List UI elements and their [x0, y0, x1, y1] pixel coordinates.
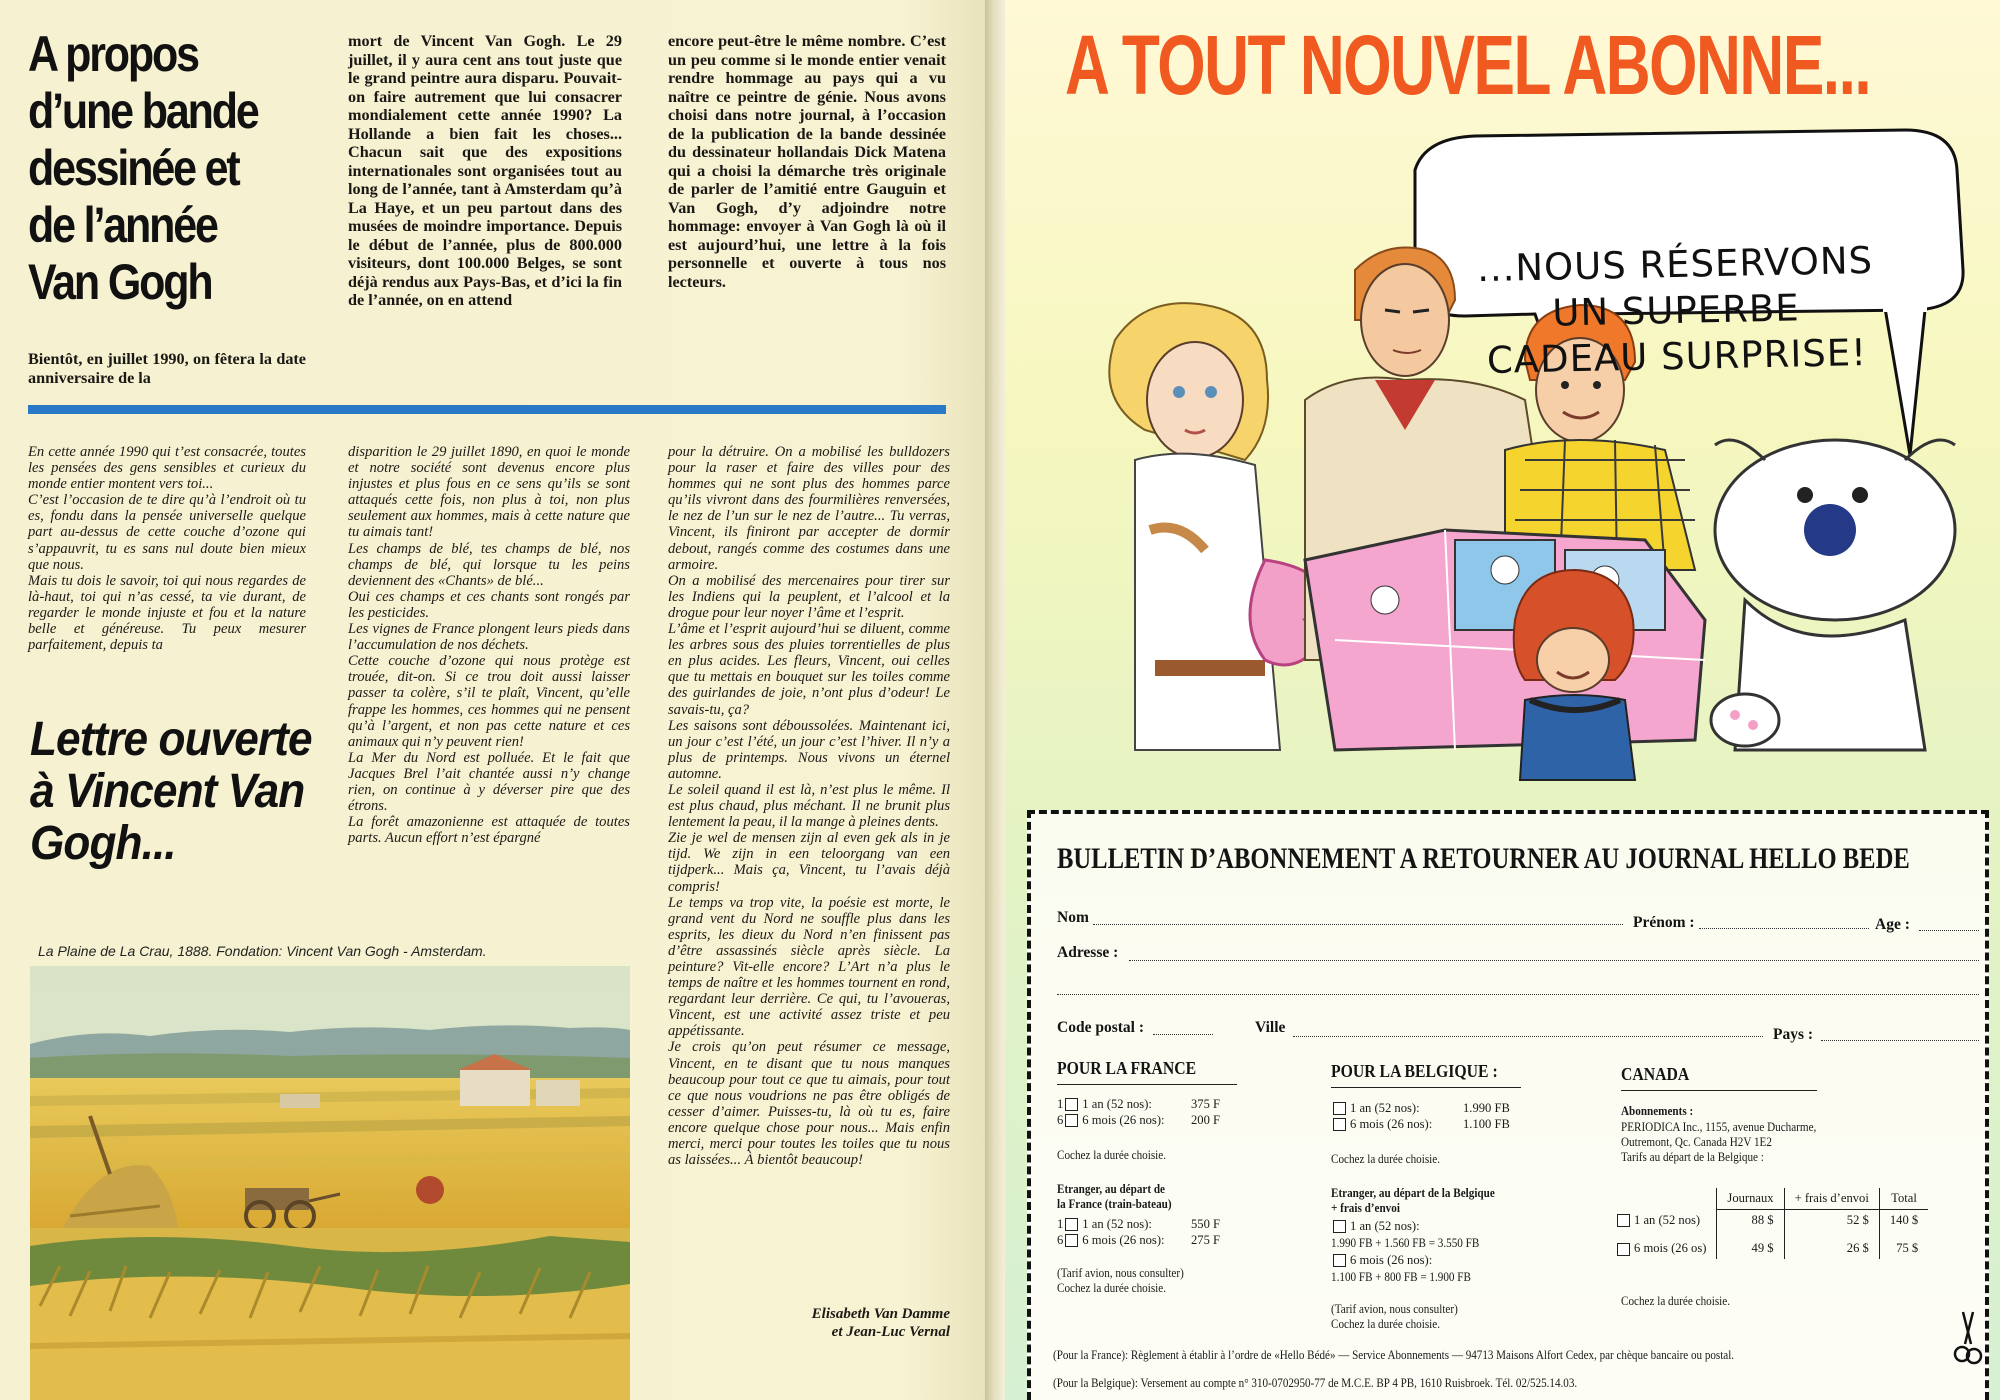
france-choose-duration: Cochez la durée choisie. — [1057, 1148, 1166, 1162]
letter-paragraph: En cette année 1990 qui t’est consacrée, toutes les pensées des gens sensibles et curieux du monde entier montent vers toi... — [28, 444, 306, 493]
scissors-icon — [1953, 1310, 1983, 1370]
intro-column-1: Bientôt, en juillet 1990, on fêtera la date anniversaire de la — [28, 350, 306, 387]
table-cell-journaux: 88 $ — [1717, 1210, 1784, 1232]
france-foreign-option-6-months[interactable] — [1057, 1232, 1165, 1248]
belgique-heading: POUR LA BELGIQUE : — [1331, 1061, 1498, 1081]
intro-column-2: mort de Vincent Van Gogh. Le 29 juillet, il y aura cent ans tout juste que le grand peintre aura disparu. Pouvait-on faire autrement que lui consacrer mondialement cette année 1990? La Hollande a bien fait les choses... Chacun sait que des expositions internationales sont organisées tout au long de l’année, tant à Amsterdam qu’à La Haye, et un peu partout dans des musées de moindre importance. Depuis le début de l’année, plus de 800.000 visiteurs, dont 100.000 Belges, se sont déjà rendus aux Pays-Bas, et d’ici la fin de l’année, on en attend — [348, 32, 622, 309]
code-postal-input[interactable] — [1153, 1034, 1213, 1035]
checkbox-icon[interactable] — [1065, 1098, 1078, 1111]
belgique-foreign-option-1-year[interactable] — [1331, 1218, 1420, 1234]
letter-paragraph: Oui ces champs et ces chants sont rongés par les pesticides. — [348, 588, 630, 621]
checkbox-icon[interactable] — [1617, 1243, 1630, 1256]
france-option-1-price: 375 F — [1191, 1097, 1221, 1111]
checkbox-icon[interactable] — [1333, 1254, 1346, 1267]
letter-paragraph: Zie je wel de mensen zijn al even gek als in je tijd. We zijn in een teloorgang van een tijdperk... Mais ça, Vincent, tu l’avais déjà compris! — [668, 830, 950, 895]
france-foreign-heading-2: la France (train-bateau) — [1057, 1197, 1172, 1211]
article-headline: A propos d’une bande dessinée et de l’année Van Gogh — [28, 26, 258, 310]
france-heading: POUR LA FRANCE — [1057, 1058, 1197, 1078]
belgique-option-6-months[interactable] — [1331, 1116, 1432, 1132]
letter-paragraph: Les saisons sont déboussolées. Maintenant ici, un jour c’est l’été, un jour c’est l’hiver. Il n’y a plus de printemps. Nous vivons un éternel automne. — [668, 717, 950, 782]
france-foreign-option-1-price: 550 F — [1191, 1217, 1221, 1231]
coupon-title: BULLETIN D’ABONNEMENT A RETOURNER AU JOURNAL HELLO BEDE — [1057, 842, 1910, 875]
letter-column-1 — [28, 444, 306, 653]
letter-paragraph: pour la détruire. On a mobilisé les bulldozers pour la raser et faire des villes pour des hommes qui ne sont plus des hommes parce qu’ils vivront dans des fourmilières renversées, le nez de l’un sur le nez de l’autre... Tu verras, Vincent, ils finiront par accepter de dormir debout, rangés comme des costumes dans une armoire. — [668, 444, 950, 573]
belgique-payment-note: (Pour la Belgique): Versement au compte n° 310-0702950-77 de M.C.E. BP 4 PB, 1610 Ruisbroek. Tél. 02/525.14.03. — [1053, 1376, 1578, 1390]
adresse-label: Adresse : — [1057, 944, 1119, 961]
prenom-input[interactable] — [1699, 928, 1869, 929]
left-page — [0, 0, 985, 1400]
letter-paragraph: La Mer du Nord est polluée. Et le fait que Jacques Brel l’ait chantée aussi n’y change rien, on continue à y déverser pire que des étrons. — [348, 749, 630, 815]
france-choose-duration-2: Cochez la durée choisie. — [1057, 1281, 1166, 1295]
comic-illustration — [1005, 100, 2000, 810]
pays-label: Pays : — [1773, 1026, 1814, 1043]
canada-address-line-2: Outremont, Qc. Canada H2V 1E2 — [1621, 1135, 1772, 1149]
adresse-input[interactable] — [1129, 960, 1979, 961]
france-option-1-number: 1 — [1057, 1096, 1064, 1111]
letter-paragraph: Cette couche d’ozone qui nous protège est trouée, dit-on. Si ce trou doit aussi laisser passer ta colère, s’il te plaît, Vincent, qu’elle frappe les hommes, ces hommes qui ne pensent qu’à l’argent, et non pas cette nature et ces animaux qui n’y peuvent rien! — [348, 653, 630, 750]
belgique-foreign-heading-2: + frais d’envoi — [1331, 1201, 1400, 1215]
letter-paragraph: L’âme et l’esprit aujourd’hui se diluent, comme les arbres sous des pluies torrentielles de plus en plus acides. Les fleurs, Vincent, oui celles que tu mettais en bouquet sur les toiles comme des guirlandes de joie, n’ont plus d’odeur! Le savais-tu, ça? — [668, 621, 950, 718]
canada-address-line-3: Tarifs au départ de la Belgique : — [1621, 1150, 1764, 1164]
prenom-label: Prénom : — [1633, 914, 1695, 931]
france-foreign-option-1-year[interactable] — [1057, 1216, 1152, 1232]
signature-line: Elisabeth Van Damme — [811, 1306, 950, 1322]
table-cell-journaux: 49 $ — [1717, 1231, 1784, 1259]
canada-choose-duration: Cochez la durée choisie. — [1621, 1294, 1730, 1308]
france-option-2-number: 6 — [1057, 1112, 1064, 1127]
table-cell-total: 140 $ — [1879, 1210, 1928, 1232]
letter-column-3 — [668, 444, 950, 1168]
letter-paragraph: Je crois qu’on peut résumer ce message, Vincent, en te disant que tu nous manques beaucoup pour tout ce que tu aimais, pour tout ce que nous voudrions ne pas être obligés de cesser d’aimer. Puisses-tu, là où tu es, faire encore quelque chose pour nous... Mais enfin merci, merci pour toutes les toiles que tu nous as laissées... À bientôt beaucoup! — [668, 1039, 950, 1169]
nom-label: Nom — [1057, 909, 1089, 926]
painting-la-plaine-de-la-crau — [30, 966, 630, 1400]
checkbox-icon[interactable] — [1333, 1102, 1346, 1115]
age-input[interactable] — [1919, 930, 1979, 931]
table-row[interactable] — [1605, 1210, 1928, 1232]
speech-bubble-line: UN SUPERBE — [1551, 286, 1801, 335]
painting-caption: La Plaine de La Crau, 1888. Fondation: Vincent Van Gogh - Amsterdam. — [38, 943, 487, 959]
signature-line: et Jean-Luc Vernal — [831, 1324, 950, 1340]
canada-heading: CANADA — [1621, 1064, 1690, 1084]
table-cell-frais: 26 $ — [1784, 1231, 1879, 1259]
checkbox-icon[interactable] — [1065, 1234, 1078, 1247]
speech-bubble-line: CADEAU SURPRISE! — [1486, 331, 1868, 382]
blue-divider-rule — [28, 405, 946, 414]
table-header-total: Total — [1879, 1188, 1928, 1210]
belgique-foreign-option-1-label: 1 an (52 nos): — [1350, 1218, 1420, 1233]
right-page — [1005, 0, 2000, 1400]
ville-input[interactable] — [1293, 1036, 1763, 1037]
belgique-foreign-option-1-calc: 1.990 FB + 1.560 FB = 3.550 FB — [1331, 1236, 1480, 1250]
adresse-input-line-2[interactable] — [1057, 994, 1979, 995]
france-option-1-year[interactable] — [1057, 1096, 1152, 1112]
letter-title: Lettre ouverte à Vincent Van Gogh... — [30, 713, 312, 870]
letter-paragraph: Le soleil quand il est là, n’est plus le même. Il est plus chaud, plus méchant. Il ne brunit plus lentement la peau, il la mange à pleines dents. — [668, 781, 950, 831]
letter-paragraph: disparition le 29 juillet 1890, en quoi le monde et notre société sont devenus encore plus injustes et plus fous en ce sens qu’ils se sont attaqués cette fois, non plus à toi, non plus seulement aux hommes, mais à cette nature que tu aimais tant! — [348, 444, 630, 541]
belgique-option-1-price: 1.990 FB — [1463, 1101, 1510, 1115]
belgique-foreign-heading-1: Etranger, au départ de la Belgique — [1331, 1186, 1495, 1200]
checkbox-icon[interactable] — [1333, 1118, 1346, 1131]
table-row-label[interactable] — [1605, 1231, 1717, 1259]
belgique-foreign-option-6-months[interactable] — [1331, 1252, 1432, 1268]
belgique-foreign-option-2-calc: 1.100 FB + 800 FB = 1.900 FB — [1331, 1270, 1471, 1284]
letter-paragraph: Mais tu dois le savoir, toi qui nous regardes de là-haut, toi qui n’as cessé, ta vie durant, de regarder le monde injuste et fou et la nature belle et généreuse. Tu peux mesurer parfaitement, depuis ta — [28, 572, 306, 654]
letter-paragraph: C’est l’occasion de te dire qu’à l’endroit où tu es, fondu dans la pensée universelle quelque part au-dessus de cette couche d’ozone qui s’appauvrit, tu es sans nul doute bien mieux que nous. — [28, 492, 306, 573]
letter-signature — [668, 1305, 950, 1341]
table-cell-frais: 52 $ — [1784, 1210, 1879, 1232]
france-foreign-option-2-price: 275 F — [1191, 1233, 1221, 1247]
france-foreign-option-2-number: 6 — [1057, 1232, 1064, 1247]
belgique-option-2-price: 1.100 FB — [1463, 1117, 1510, 1131]
france-option-6-months[interactable] — [1057, 1112, 1165, 1128]
checkbox-icon[interactable] — [1065, 1218, 1078, 1231]
france-option-2-price: 200 F — [1191, 1113, 1221, 1127]
ville-label: Ville — [1255, 1019, 1286, 1036]
checkbox-icon[interactable] — [1617, 1214, 1630, 1227]
france-option-2-label: 6 mois (26 nos): — [1082, 1112, 1165, 1127]
belgique-air-rate: (Tarif avion, nous consulter) — [1331, 1302, 1458, 1316]
belgique-option-1-year[interactable] — [1331, 1100, 1420, 1116]
table-header-journaux: Journaux — [1717, 1188, 1784, 1210]
table-header-empty — [1605, 1188, 1717, 1210]
table-header-row — [1605, 1188, 1928, 1210]
belgique-foreign-option-2-label: 6 mois (26 nos): — [1350, 1252, 1433, 1267]
france-payment-note: (Pour la France): Règlement à établir à l’ordre de «Hello Bédé» — Service Abonnements — 94713 Maisons Alfort Cedex, par chèque bancaire ou postal. — [1053, 1348, 1735, 1362]
belgique-choose-duration-2: Cochez la durée choisie. — [1331, 1317, 1440, 1331]
table-cell-total: 75 $ — [1879, 1231, 1928, 1259]
belgique-heading-rule — [1331, 1087, 1521, 1088]
belgique-choose-duration: Cochez la durée choisie. — [1331, 1152, 1440, 1166]
france-foreign-heading-1: Etranger, au départ de — [1057, 1182, 1166, 1196]
checkbox-icon[interactable] — [1333, 1220, 1346, 1233]
belgique-option-1-label: 1 an (52 nos): — [1350, 1100, 1420, 1115]
letter-paragraph: On a mobilisé des mercenaires pour tirer sur les Indiens qui la peuplent, et l’alcool et la drogue pour leur noyer l’âme et l’esprit. — [668, 572, 950, 621]
france-foreign-option-2-label: 6 mois (26 nos): — [1082, 1232, 1165, 1247]
age-label: Age : — [1875, 916, 1910, 933]
canada-address-line-1: PERIODICA Inc., 1155, avenue Ducharme, — [1621, 1120, 1817, 1134]
letter-paragraph: Les champs de blé, tes champs de blé, nos champs de blé, qui lorsque tu les peins deviennent des «Chants» de blé... — [348, 540, 630, 589]
belgique-option-2-label: 6 mois (26 nos): — [1350, 1116, 1433, 1131]
table-header-frais: + frais d’envoi — [1784, 1188, 1879, 1210]
france-foreign-option-1-label: 1 an (52 nos): — [1082, 1216, 1152, 1231]
letter-column-2 — [348, 444, 630, 846]
page-gutter — [985, 0, 1005, 1400]
france-foreign-option-1-number: 1 — [1057, 1216, 1064, 1231]
letter-paragraph: Le temps va trop vite, la poésie est morte, le grand vent du Nord ne souffle plus dans les esprits, les dieux du Nord n’en finissent pas d’être assassinés siècle après siècle. La peinture? Vit-elle encore? L’Art n’a plus le temps de naître et les hommes tournent en rond, regardant leur derrière. Ce qui, tu l’avoueras, Vincent, est une activité assez triste et peu appétissante. — [668, 894, 950, 1040]
checkbox-icon[interactable] — [1065, 1114, 1078, 1127]
table-row[interactable] — [1605, 1231, 1928, 1259]
canada-heading-rule — [1621, 1090, 1817, 1091]
code-postal-label: Code postal : — [1057, 1019, 1144, 1036]
letter-paragraph: La forêt amazonienne est attaquée de toutes parts. Aucun effort n’est épargné — [348, 814, 630, 847]
letter-paragraph: Les vignes de France plongent leurs pieds dans l’accumulation de nos déchets. — [348, 621, 630, 654]
speech-bubble-text — [1440, 237, 1913, 385]
france-air-rate: (Tarif avion, nous consulter) — [1057, 1266, 1184, 1280]
speech-bubble-line: ...NOUS RÉSERVONS — [1476, 238, 1874, 291]
nom-input[interactable] — [1093, 924, 1623, 925]
subscription-headline: A TOUT NOUVEL ABONNE... — [1065, 18, 1871, 112]
subscription-coupon — [1027, 810, 1989, 1400]
france-option-1-label: 1 an (52 nos): — [1082, 1096, 1152, 1111]
table-row-label[interactable] — [1605, 1210, 1717, 1232]
canada-price-table — [1605, 1188, 1928, 1259]
france-heading-rule — [1057, 1084, 1237, 1085]
canada-row-2-label: 6 mois (26 os) — [1634, 1241, 1707, 1255]
pays-input[interactable] — [1821, 1040, 1979, 1041]
canada-subscriptions-heading: Abonnements : — [1621, 1104, 1694, 1118]
intro-column-3: encore peut-être le même nombre. C’est un peu comme si le monde entier venait rendre hommage au pays qui a vu naître ce peintre de génie. Nous avons choisi dans notre journal, à l’occasion de la publication de la bande dessinée du dessinateur hollandais Dick Matena qui a choisi la démarche très originale de parler de l’amitié entre Gauguin et Van Gogh, d’y adjoindre notre hommage: envoyer à Van Gogh là où il est aujourd’hui, une lettre à la fois personnelle et ouverte à tous nos lecteurs. — [668, 32, 946, 291]
canada-row-1-label: 1 an (52 nos) — [1634, 1212, 1701, 1227]
